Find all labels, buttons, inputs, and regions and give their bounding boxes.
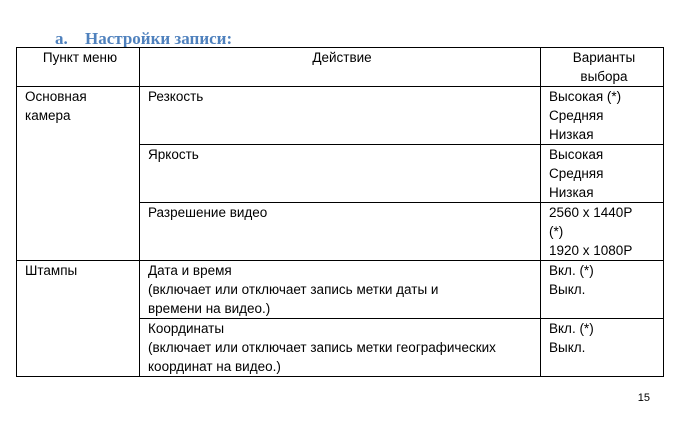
action-description: (включает или отключает запись метки географических <box>148 340 496 355</box>
options-cell <box>541 87 664 145</box>
option-value: Высокая <box>549 147 604 162</box>
option-value: Вкл. (*) <box>549 263 594 278</box>
action-label: Яркость <box>148 147 199 162</box>
action-label: Координаты <box>148 321 225 336</box>
option-value: Низкая <box>549 127 594 142</box>
group-name-line: Основная <box>25 89 87 104</box>
action-description: времени на видео.) <box>148 301 271 316</box>
options-cell <box>541 261 664 319</box>
group-stamps <box>17 261 140 377</box>
option-value: 1920 x 1080P <box>549 243 633 258</box>
table-row <box>17 261 664 319</box>
action-cell <box>140 145 541 203</box>
option-value: Вкл. (*) <box>549 321 594 336</box>
option-value: (*) <box>549 224 564 239</box>
table-row <box>17 87 664 145</box>
action-cell <box>140 203 541 261</box>
action-description: координат на видео.) <box>148 359 281 374</box>
group-name-line: камера <box>25 108 71 123</box>
section-heading <box>55 29 232 49</box>
section-title: Настройки записи: <box>85 29 233 48</box>
action-cell <box>140 87 541 145</box>
option-value: Низкая <box>549 185 594 200</box>
section-number: a. <box>55 29 68 48</box>
option-value: 2560 x 1440P <box>549 205 633 220</box>
option-value: Выкл. <box>549 282 586 297</box>
action-cell <box>140 261 541 319</box>
action-description: (включает или отключает запись метки даты и <box>148 282 439 297</box>
header-menu-item: Пункт меню <box>17 48 140 87</box>
action-label: Резкость <box>148 89 204 104</box>
page-number: 15 <box>637 392 650 404</box>
group-main-camera <box>17 87 140 261</box>
options-cell <box>541 319 664 377</box>
option-value: Средняя <box>549 166 604 181</box>
table-header-row <box>17 48 664 87</box>
option-value: Выкл. <box>549 340 586 355</box>
action-label: Дата и время <box>148 263 232 278</box>
options-cell <box>541 145 664 203</box>
option-value: Высокая (*) <box>549 89 622 104</box>
header-action: Действие <box>140 48 541 87</box>
action-cell <box>140 319 541 377</box>
settings-table <box>16 47 664 377</box>
header-options: Варианты выбора <box>541 48 664 87</box>
option-value: Средняя <box>549 108 604 123</box>
options-cell <box>541 203 664 261</box>
action-label: Разрешение видео <box>148 205 268 220</box>
group-name-line: Штампы <box>25 263 78 278</box>
